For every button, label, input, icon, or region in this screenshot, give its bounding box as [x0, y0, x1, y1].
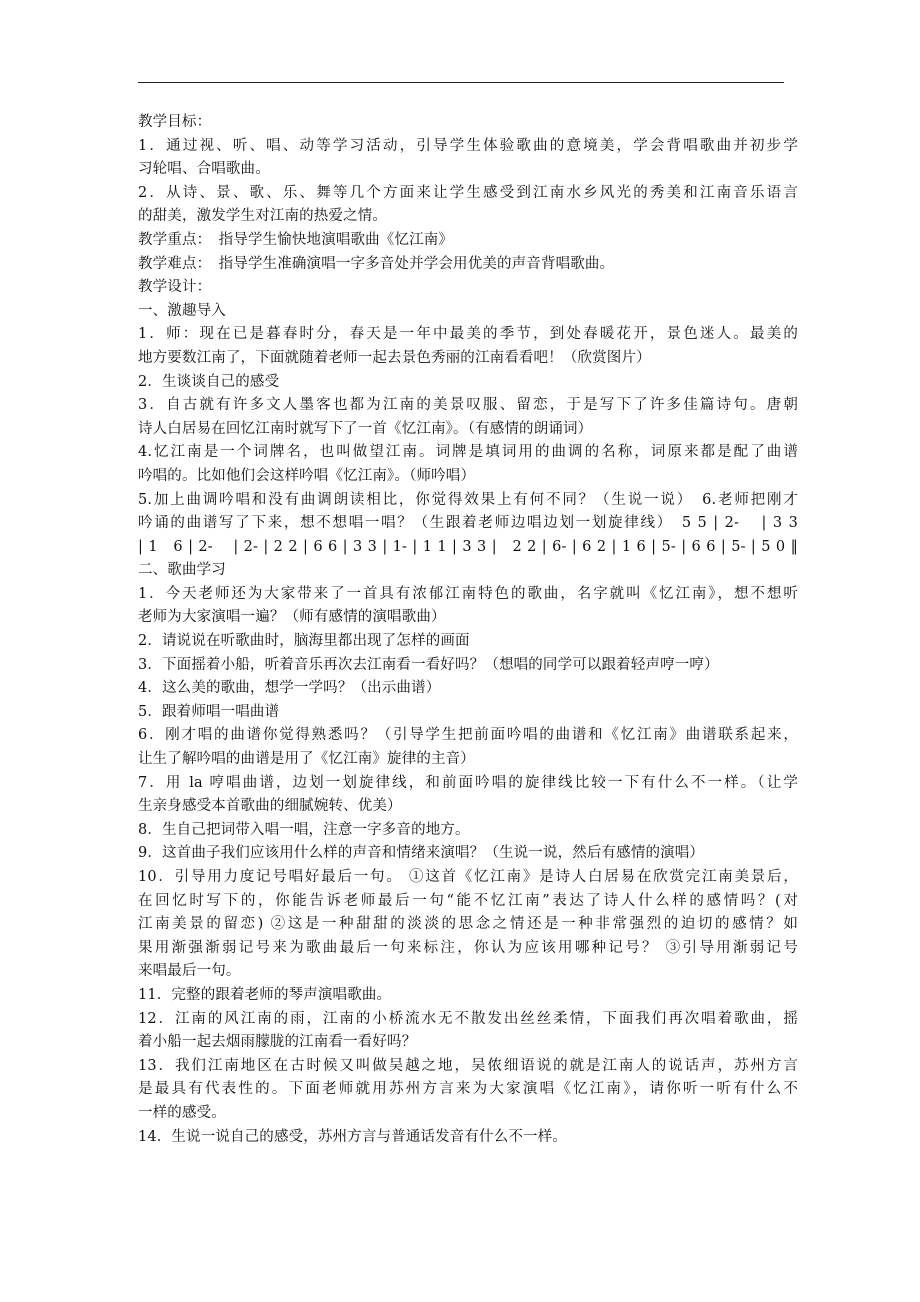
- text-line: 吟诵的曲谱写了下来，想不想唱一唱？（生跟着老师边唱边划一划旋律线） 5 5 | 2- | 3 3: [138, 515, 798, 532]
- text-line: 4．这么美的歌曲，想学一学吗？（出示曲谱）: [138, 680, 441, 697]
- text-line: 的甜美，激发学生对江南的热爱之情。: [138, 208, 388, 225]
- text-line: 二、歌曲学习: [138, 562, 226, 579]
- text-line: 5.加上曲调吟唱和没有曲调朗读相比，你觉得效果上有何不同？（生说一说） 6.老师把刚才: [138, 491, 798, 508]
- text-line: 3．自古就有许多文人墨客也都为江南的美景叹服、留恋，于是写下了许多佳篇诗句。唐朝: [138, 397, 798, 414]
- text-line: 一、激趣导入: [138, 302, 226, 319]
- text-line: 3．下面摇着小船，听着音乐再次去江南看一看好吗？（想唱的同学可以跟着轻声哼一哼）: [138, 656, 719, 673]
- text-line: 老师为大家演唱一遍？（师有感情的演唱歌曲）: [138, 609, 446, 626]
- text-line: 江南美景的留恋) ②这是一种甜甜的淡淡的思念之情还是一种非常强烈的迫切的感情？如: [138, 916, 798, 933]
- text-line: 着小船一起去烟雨朦胧的江南看一看好吗？: [138, 1034, 417, 1051]
- text-line: 2．从诗、景、歌、乐、舞等几个方面来让学生感受到江南水乡风光的秀美和江南音乐语言: [138, 184, 798, 201]
- text-line: 2．请说说在听歌曲时，脑海里都出现了怎样的画面: [138, 633, 470, 650]
- text-line: 教学难点： 指导学生准确演唱一字多音处并学会用优美的声音背唱歌曲。: [138, 255, 615, 272]
- text-line: 4.忆江南是一个词牌名，也叫做望江南。词牌是填词用的曲调的名称，词原来都是配了曲谱: [138, 444, 798, 461]
- text-line: 诗人白居易在回忆江南时就写下了一首《忆江南》。（有感情的朗诵词）: [138, 420, 593, 437]
- text-line: 1．今天老师还为大家带来了一首具有浓郁江南特色的歌曲，名字就叫《忆江南》，想不想听: [138, 585, 798, 602]
- text-line: 2．生谈谈自己的感受: [138, 373, 280, 390]
- text-line: 教学设计：: [138, 279, 212, 296]
- text-line: 一样的感受。: [138, 1104, 226, 1121]
- text-line: 来唱最后一句。: [138, 963, 241, 980]
- text-line: 13．我们江南地区在古时候又叫做吴越之地，吴侬细语说的就是江南人的说话声，苏州方言: [138, 1057, 798, 1074]
- text-line: 在回忆时写下的，你能告诉老师最后一句“能不忆江南”表达了诗人什么样的感情吗？(对: [138, 892, 798, 909]
- text-line: 10．引导用力度记号唱好最后一句。 ①这首《忆江南》是诗人白居易在欣赏完江南美景后，: [138, 869, 798, 885]
- text-line: 11．完整的跟着老师的琴声演唱歌曲。: [138, 986, 392, 1003]
- text-line: 地方要数江南了，下面就随着老师一起去景色秀丽的江南看看吧！（欣赏图片）: [138, 349, 651, 366]
- text-line: 12．江南的风江南的雨，江南的小桥流水无不散发出丝丝柔情，下面我们再次唱着歌曲，摇: [138, 1010, 798, 1027]
- text-line: 习轮唱、合唱歌曲。: [138, 161, 270, 178]
- document-body: [138, 111, 798, 1149]
- text-line: 教学目标：: [138, 114, 212, 130]
- text-line: 1．通过视、听、唱、动等学习活动，引导学生体验歌曲的意境美，学会背唱歌曲并初步学: [138, 137, 798, 154]
- text-line: 生亲身感受本首歌曲的细腻婉转、优美）: [138, 798, 402, 815]
- text-line: 9．这首曲子我们应该用什么样的声音和情绪来演唱？（生说一说，然后有感情的演唱）: [138, 845, 705, 862]
- text-line: 教学重点： 指导学生愉快地演唱歌曲《忆江南》: [138, 231, 454, 248]
- text-line: 8．生自己把词带入唱一唱，注意一字多音的地方。: [138, 821, 470, 838]
- header-rule: [138, 82, 784, 83]
- text-line: 吟唱的。比如他们会这样吟唱《忆江南》。（师吟唱）: [138, 467, 476, 484]
- text-line: 1．师：现在已是暮春时分，春天是一年中最美的季节，到处春暖花开，景色迷人。最美的: [138, 326, 798, 343]
- text-line: 6．刚才唱的曲谱你觉得熟悉吗？（引导学生把前面吟唱的曲谱和《忆江南》曲谱联系起来，: [138, 727, 798, 744]
- text-line: 果用渐强渐弱记号来为歌曲最后一句来标注，你认为应该用哪种记号？ ③引导用渐弱记号: [138, 939, 798, 956]
- text-line: 让生了解吟唱的曲谱是用了《忆江南》旋律的主音）: [138, 751, 475, 768]
- text-line: 7．用 la 哼唱曲谱，边划一划旋律线，和前面吟唱的旋律线比较一下有什么不一样。（让学: [138, 774, 798, 791]
- text-line: | 1 6 | 2- | 2- | 2 2 | 6 6 | 3 3 | 1- | 1 1 | 3 3 | 2 2 | 6- | 6 2 | 1 6 | 5- | 6 6 | 5- | 5 0 ‖: [138, 538, 798, 555]
- text-line: 是最具有代表性的。下面老师就用苏州方言来为大家演唱《忆江南》，请你听一听有什么不: [138, 1081, 798, 1098]
- text-line: 14．生说一说自己的感受，苏州方言与普通话发音有什么不一样。: [138, 1128, 567, 1145]
- text-line: 5．跟着师唱一唱曲谱: [138, 703, 280, 720]
